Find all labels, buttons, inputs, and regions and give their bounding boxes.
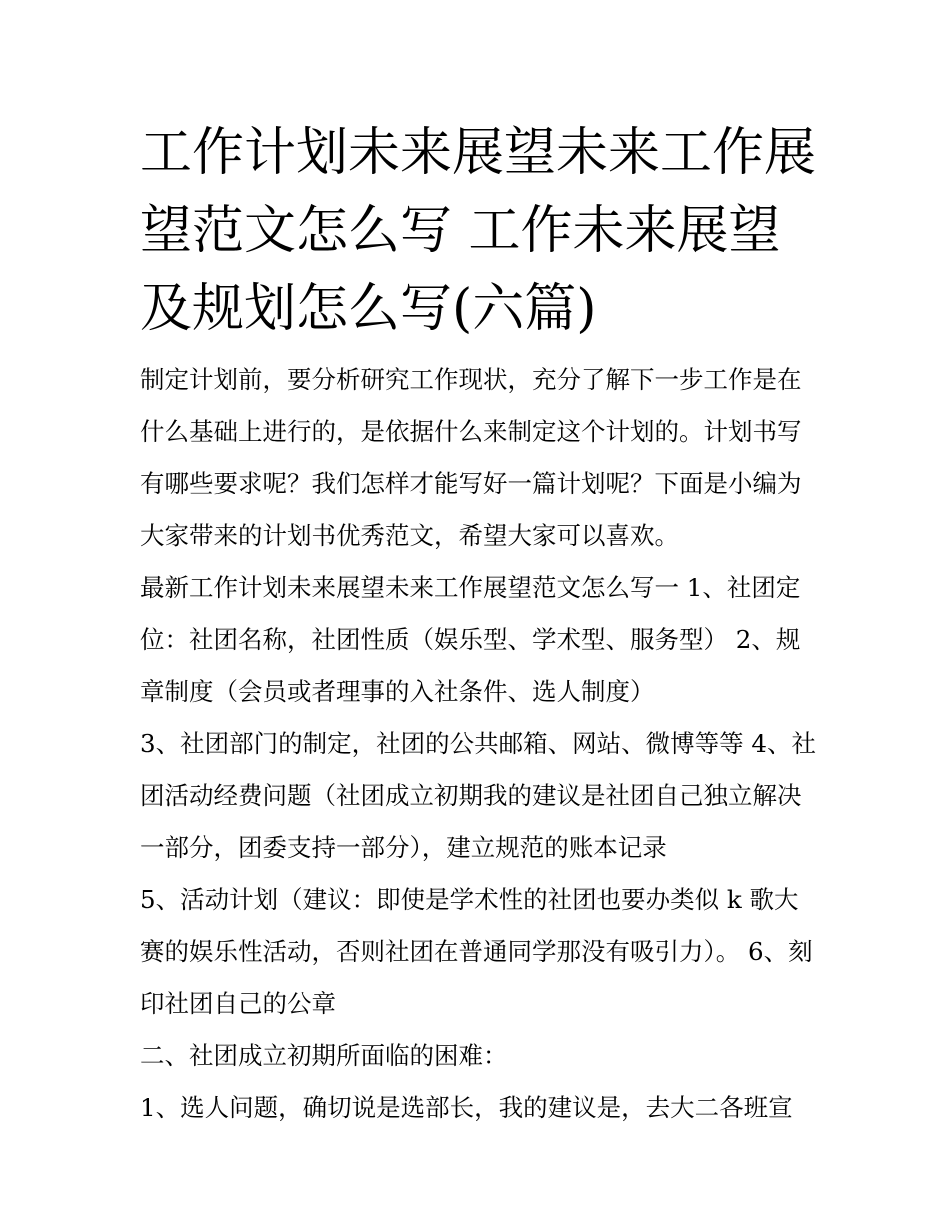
paragraph-section-one: 最新工作计划未来展望未来工作展望范文怎么写一 1、社团定位：社团名称，社团性质（娱乐型、学术型、服务型） 2、规章制度（会员或者理事的入社条件、选人制度） — [140, 573, 801, 706]
paragraph-section-two-item-1: 1、选人问题，确切说是选部长，我的建议是，去大二各班宣 — [140, 1093, 793, 1122]
paragraph-section-two-heading: 二、社团成立初期所面临的困难： — [140, 1041, 508, 1070]
document-body — [140, 354, 816, 1134]
paragraph-items-3-4: 3、社团部门的制定，社团的公共邮箱、网站、微博等等 4、社团活动经费问题（社团成立初期我的建议是社团自己独立解决一部分，团委支持一部分），建立规范的账本记录 — [140, 729, 816, 862]
document-title: 工作计划未来展望未来工作展望范文怎么写 工作未来展望及规划怎么写(六篇) — [140, 123, 817, 339]
paragraph-items-5-6: 5、活动计划（建议：即使是学术性的社团也要办类似 k 歌大赛的娱乐性活动，否则社团在普通同学那没有吸引力）。 6、刻印社团自己的公章 — [140, 885, 813, 1018]
paragraph-intro: 制定计划前，要分析研究工作现状，充分了解下一步工作是在什么基础上进行的，是依据什么来制定这个计划的。计划书写有哪些要求呢？我们怎样才能写好一篇计划呢？下面是小编为大家带来的计划书优秀范文，希望大家可以喜欢。 — [140, 365, 802, 550]
